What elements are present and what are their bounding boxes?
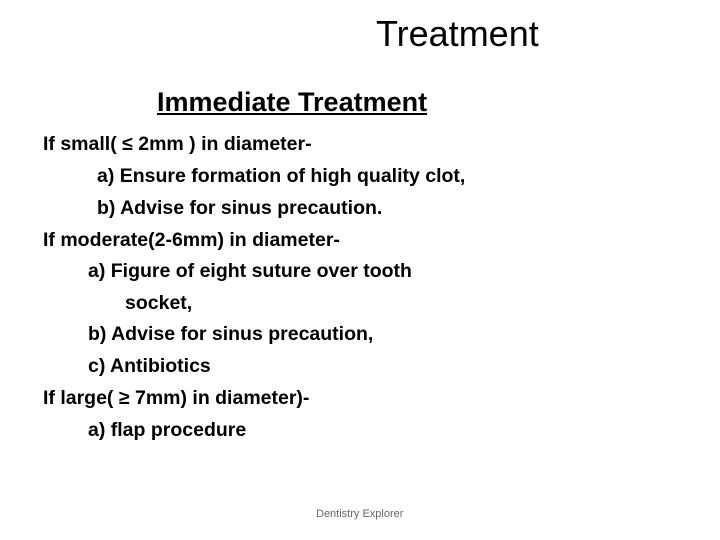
condition-small: If small( ≤ 2mm ) in diameter- [43, 133, 312, 155]
treatment-item: b) Advise for sinus precaution, [88, 323, 374, 345]
treatment-item: a) Ensure formation of high quality clot, [97, 165, 466, 187]
treatment-item-continuation: socket, [125, 292, 193, 314]
condition-moderate: If moderate(2-6mm) in diameter- [43, 229, 340, 251]
treatment-item: c) Antibiotics [88, 355, 211, 377]
treatment-item: a) Figure of eight suture over tooth [88, 260, 412, 282]
section-heading: Immediate Treatment [157, 87, 428, 117]
slide-title: Treatment [376, 13, 539, 54]
treatment-item: b) Advise for sinus precaution. [97, 197, 383, 219]
treatment-item: a) flap procedure [88, 419, 247, 441]
footer-text: Dentistry Explorer [316, 508, 404, 520]
condition-large: If large( ≥ 7mm) in diameter)- [43, 387, 310, 409]
